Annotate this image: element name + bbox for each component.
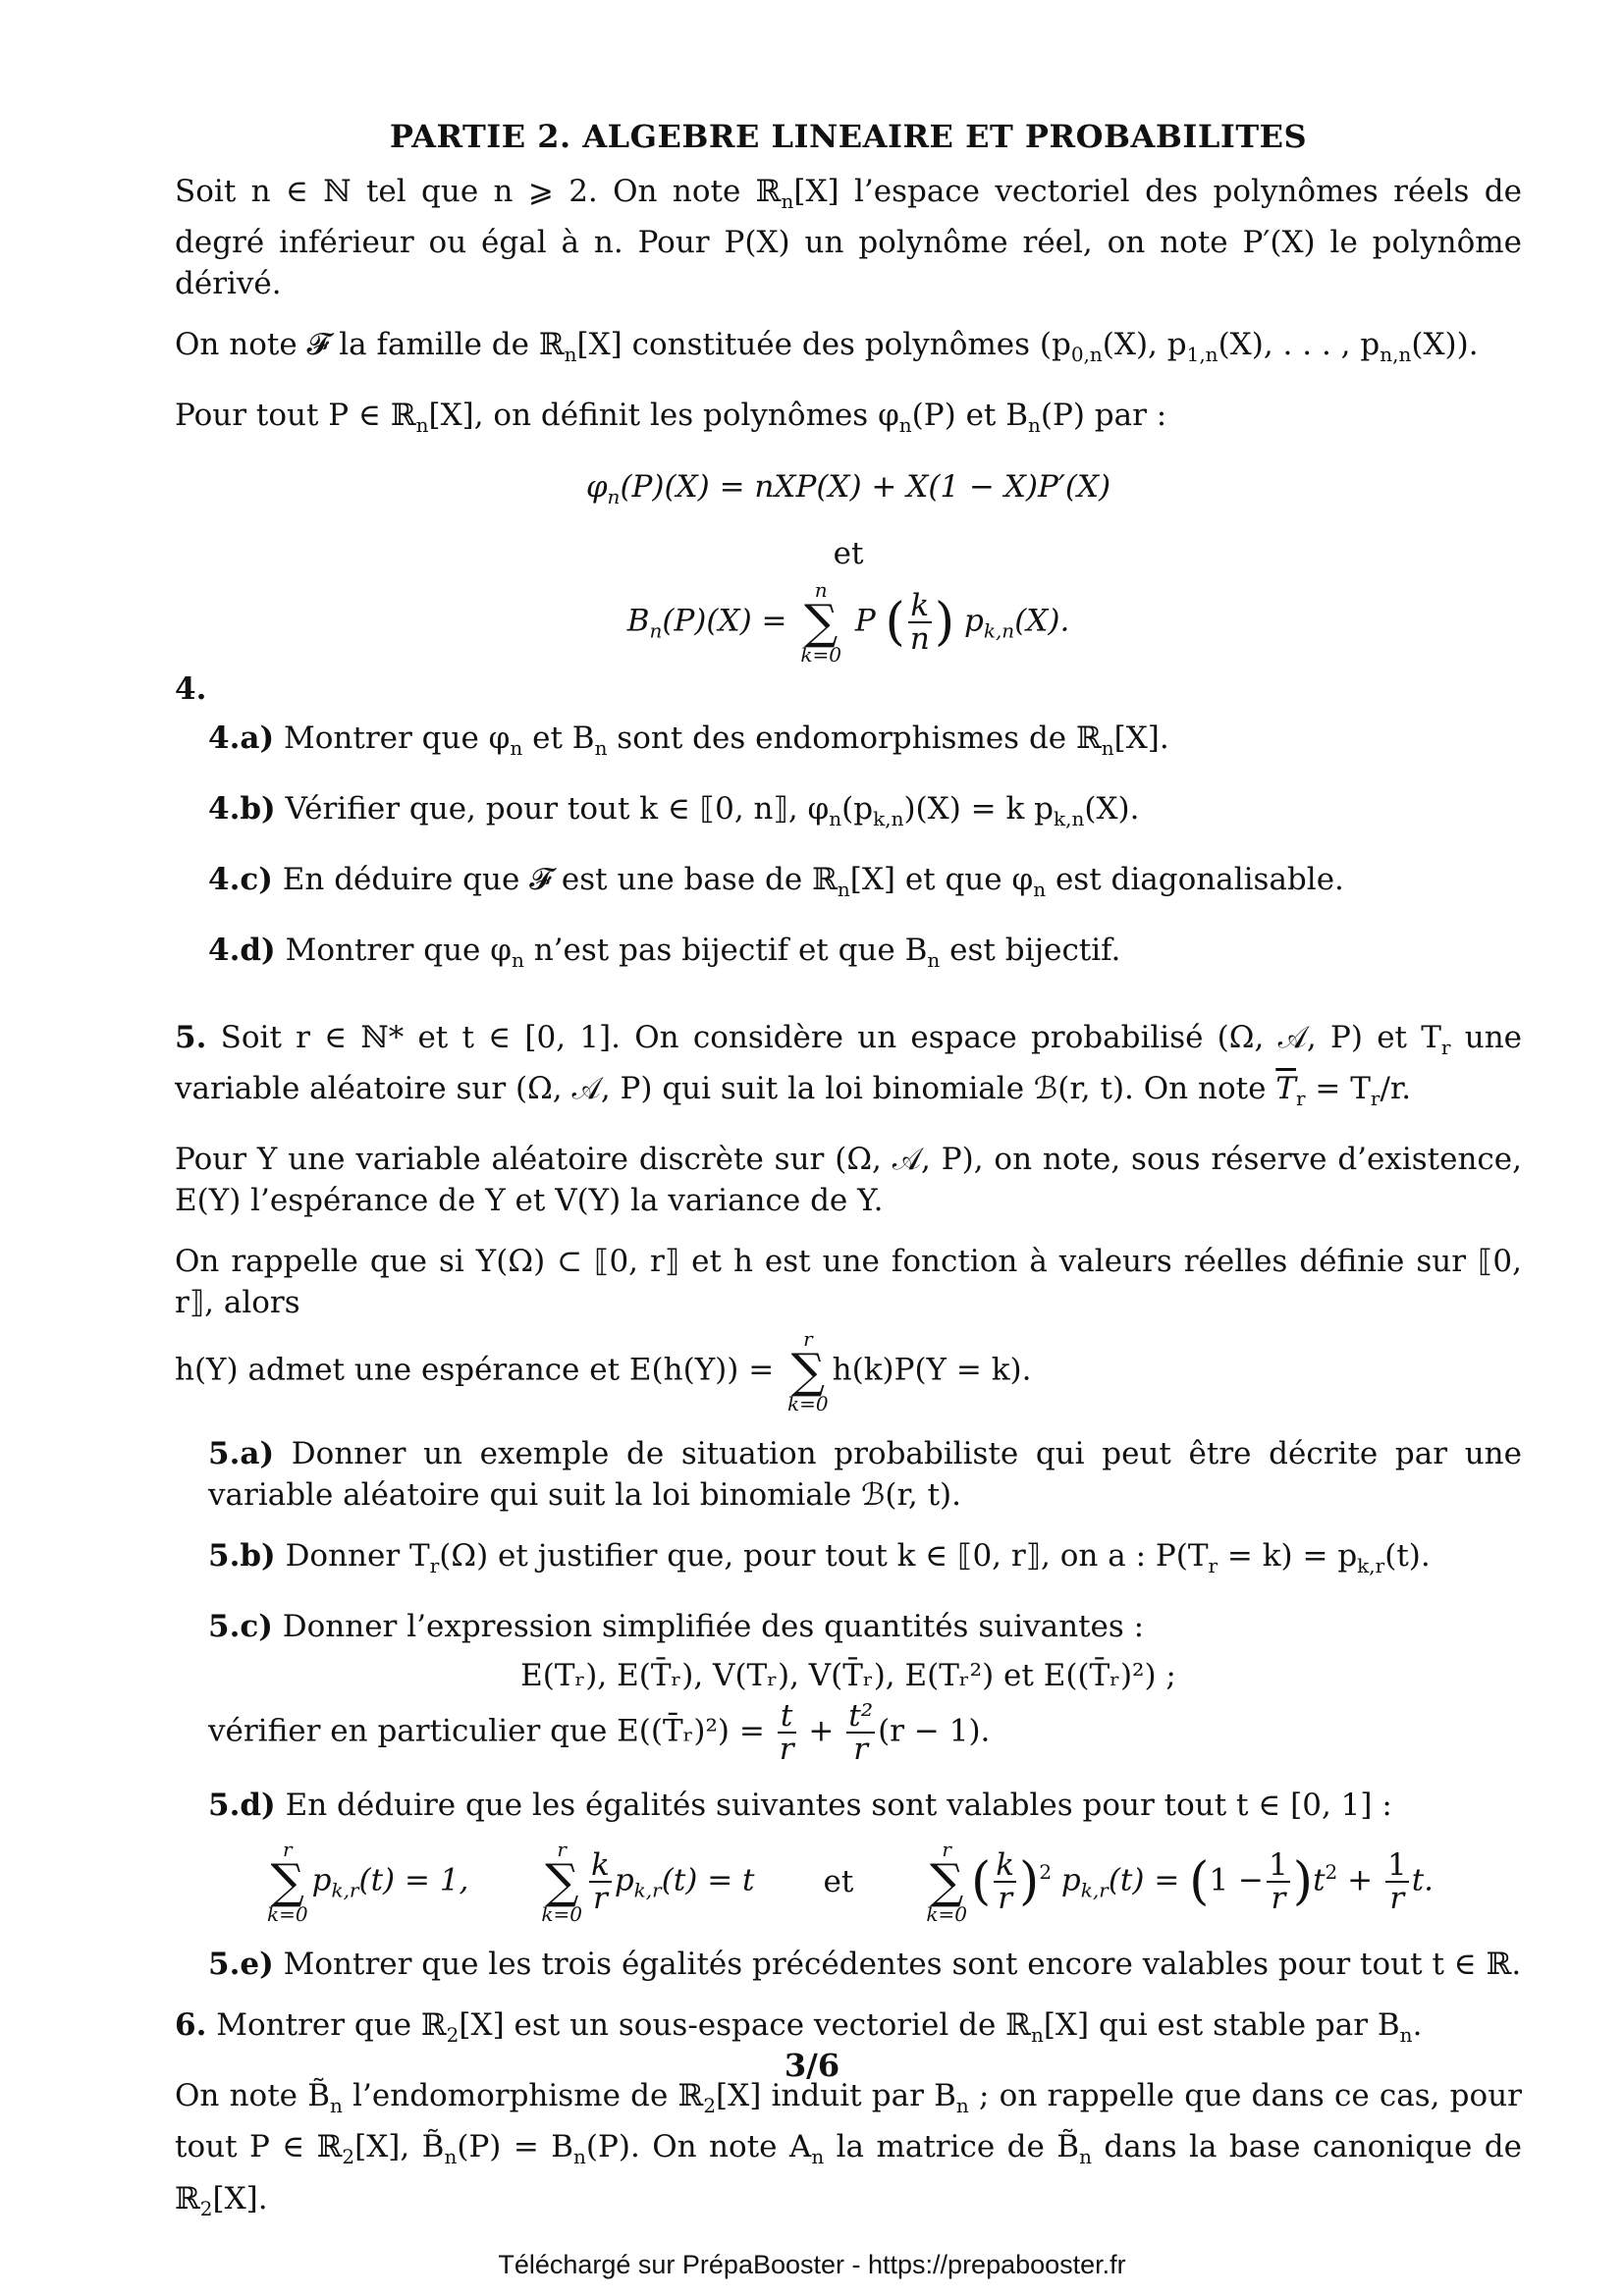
rappel-esperance: h(Y) admet une espérance et E(h(Y)) = r ∑ k=0 h(k)P(Y = k). [175,1326,1032,1415]
phi-definition: $\varphi_n(P)(X) = nXP(X) + X(1 - X)P'(X)$ [585,468,1111,508]
sum-symbol: r ∑ k=0 [266,1838,308,1927]
question-5d: 5.d) En déduire que les égalités suivantes sont valables pour tout t ∈ [0, 1] : [208,1788,1392,1824]
sum-symbol: r ∑ k=0 [926,1838,967,1927]
question-6: 6. Montrer que ℝ$_2$[X] est un sous-espace vectoriel de ℝ$_n$[X] qui est stable par $B_n$. [175,2007,1423,2048]
intro-paragraph: Soit n ∈ ℕ tel que n ⩾ 2. On note ℝ$_n$[X] l’espace vectoriel des polynômes réels de degré inférieur ou égal à n. Pour P(X) un polynôme réel, on note P′(X) le polynôme dérivé. [175,174,1522,302]
question-5a: 5.a) Donner un exemple de situation probabiliste qui peut être décrite par une variable aléatoire qui suit la loi binomiale ℬ(r, t). [208,1435,1522,1513]
k-over-n-fraction: $\frac{k}{n}$ [909,587,930,657]
equality-2: r ∑ k=0 $\frac{k}{r}$ $p_{k,r}(t) = t$ [541,1838,755,1927]
one-over-r-fraction: $\frac{1}{r}$ [1386,1847,1407,1917]
sum-symbol: r ∑ k=0 [787,1326,829,1415]
question-4c: 4.c) En déduire que 𝓕 est une base de ℝ$_n$[X] et que $\varphi_n$ est diagonalisable. [208,862,1344,902]
question-5c: 5.c) Donner l’expression simplifiée des quantités suivantes : [208,1609,1145,1645]
question-5d-equalities [175,1838,1522,1927]
equality-1: r ∑ k=0 $p_{k,r}(t) = 1$, [266,1838,469,1927]
rappel-paragraph: On rappelle que si Y(Ω) ⊂ ⟦0, r⟧ et h est une fonction à valeurs réelles définie sur ⟦0, r⟧, alors [175,1243,1522,1320]
question-4a: 4.a) Montrer que $\varphi_n$ et $B_n$ sont des endomorphismes de ℝ$_n$[X]. [208,720,1169,760]
one-over-r-fraction: $\frac{1}{r}$ [1269,1847,1288,1917]
bn-definition: $B_n(P)(X)$ = n ∑ k=0 P ( $\frac{k}{n}$ ) $p_{k,n}(X)$. [626,577,1070,667]
t-over-r-fraction: $\frac{t}{r}$ [779,1698,794,1768]
t2-over-r-fraction: $\frac{\text{t²}}{r}$ [848,1698,874,1768]
download-footer[interactable]: Téléchargé sur PrépaBooster - https://prepabooster.fr [498,2250,1126,2279]
question-5c-verification: vérifier en particulier que E((T̄ᵣ)²) = $\frac{t}{r}$ + $\frac{\text{t²}}{r}$ (r − 1). [208,1698,991,1768]
equality-3: r ∑ k=0 ( $\frac{k}{r}$ )$^2$ $p_{k,r}(t) = (1$ − $\frac{1}{r}$ )$t^2$ + $\frac{1}{r}$ t. [926,1838,1434,1927]
question-5b: 5.b) Donner $T_r(\Omega)$ et justifier que, pour tout k ∈ ⟦0, r⟧, on a : $P(T_r = k) = p_{k,r}(t)$. [208,1537,1431,1578]
k-over-r-fraction: $\frac{k}{r}$ [591,1847,610,1917]
et-connector: et [823,1864,854,1900]
document-page [175,116,1522,2249]
question-4b: 4.b) Vérifier que, pour tout k ∈ ⟦0, n⟧, $\varphi_n(p_{k,n})(X) = k$ $p_{k,n}(X)$. [208,790,1140,831]
page-title: PARTIE 2. ALGEBRE LINEAIRE ET PROBABILITES [389,118,1308,155]
famille-paragraph: On note 𝓕 la famille de ℝ$_n$[X] constituée des polynômes ($p_{0,n}(X)$, $p_{1,n}(X)$, . . . , $p_{n,n}(X)$). [175,327,1479,367]
page-number: 3/6 [784,2047,840,2084]
question-4-heading: 4. [175,670,207,707]
question-5e: 5.e) Montrer que les trois égalités précédentes sont encore valables pour tout t ∈ ℝ. [208,1947,1522,1983]
question-4d: 4.d) Montrer que $\varphi_n$ n’est pas bijectif et que $B_n$ est bijectif. [208,933,1121,973]
k-over-r-fraction: $\frac{k}{r}$ [996,1847,1015,1917]
et-connector: et [833,535,864,571]
definition-paragraph: Pour tout P ∈ ℝ$_n$[X], on définit les polynômes $\varphi_n(P)$ et $B_n(P)$ par : [175,398,1167,438]
question-5c-quantities: E(Tᵣ), E(T̄ᵣ), V(Tᵣ), V(T̄ᵣ), E(Tᵣ²) et E((T̄ᵣ)²) ; [520,1658,1176,1694]
question-5: 5. Soit r ∈ ℕ* et t ∈ [0, 1]. On considère un espace probabilisé (Ω, 𝒜, P) et $T_r$ une variable aléatoire sur (Ω, 𝒜, P) qui suit la loi binomiale ℬ(r, t). On note $\overline{T}_r = T_r/r$. [175,1019,1523,1110]
bn-tilde-paragraph: On note $B̃_n$ l’endomorphisme de ℝ$_2$[X] induit par $B_n$ ; on rappelle que dans ce cas, pour tout P ∈ ℝ$_2$[X], $B̃_n(P) = B_n(P)$. On note $A_n$ la matrice de $B̃_n$ dans la base canonique de ℝ$_2$[X]. [175,2078,1522,2220]
sum-symbol: n ∑ k=0 [800,577,841,667]
variable-aleatoire-paragraph: Pour Y une variable aléatoire discrète sur (Ω, 𝒜, P), on note, sous réserve d’existence, E(Y) l’espérance de Y et V(Y) la variance de Y. [175,1141,1522,1218]
sum-symbol: r ∑ k=0 [541,1838,583,1927]
